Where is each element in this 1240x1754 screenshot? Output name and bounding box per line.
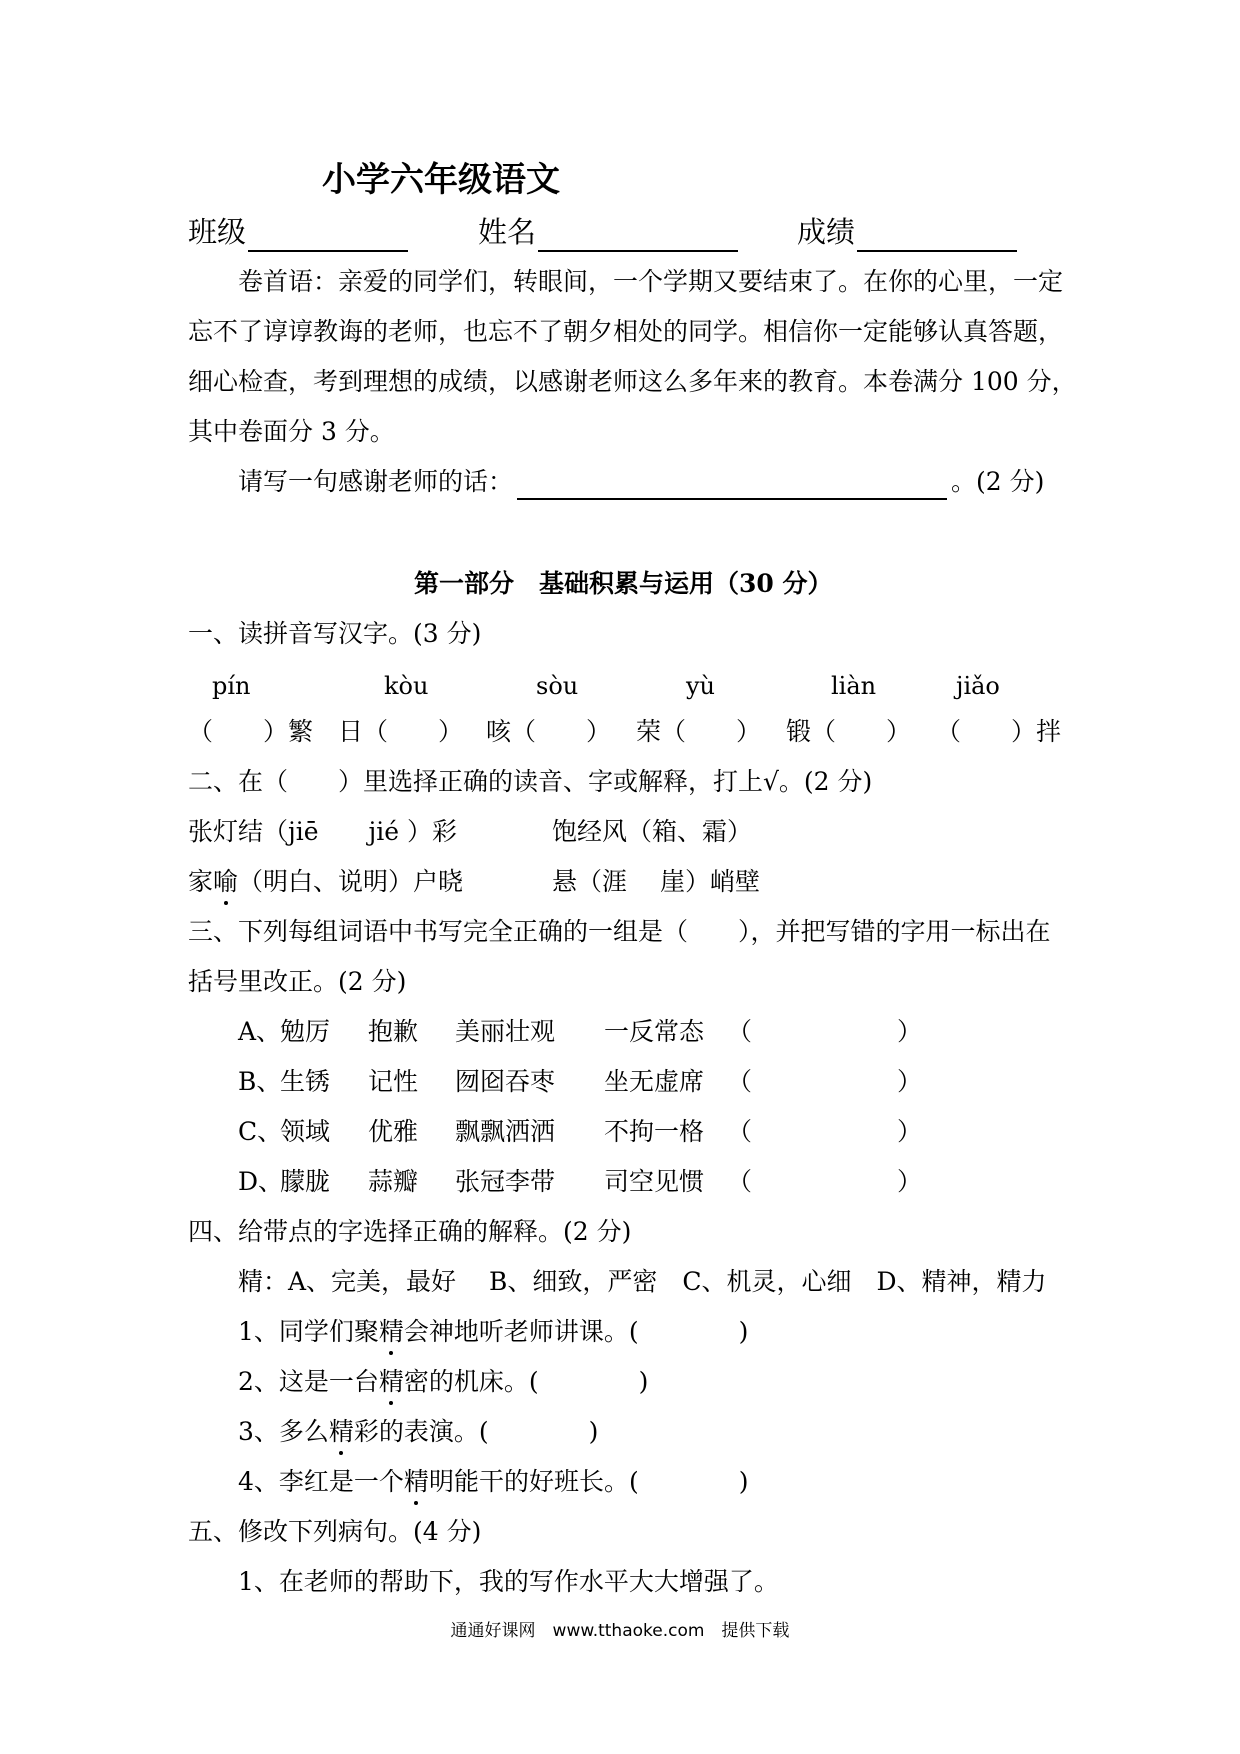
class-blank[interactable] — [248, 220, 408, 252]
pinyin: sòu — [536, 672, 579, 700]
thanks-points: 。(2 分) — [951, 467, 1045, 496]
thanks-answer-blank[interactable] — [517, 472, 947, 500]
q1-answer-row — [0, 714, 1240, 750]
option-word: 记性 — [368, 1067, 419, 1096]
q4-text: 密的机床。( ) — [403, 1367, 649, 1396]
option-letter: A、 — [238, 1017, 282, 1046]
paren-open: （ — [727, 1117, 753, 1146]
dotted-char: 精 — [329, 1414, 354, 1450]
paren-close: ） — [897, 1067, 923, 1096]
q4-text: 明能干的好班长。( ) — [428, 1467, 749, 1496]
option-word: 囫囵吞枣 — [455, 1067, 556, 1096]
q5-item: 1、在老师的帮助下，我的写作水平大大增强了。 — [238, 1567, 779, 1596]
option-word: 朦胧 — [280, 1167, 331, 1196]
option-word: 抱歉 — [368, 1017, 419, 1046]
char-group[interactable]: （ ）繁 — [188, 717, 314, 746]
score-field — [797, 212, 1017, 252]
q3-heading: 括号里改正。(2 分) — [188, 967, 407, 996]
dotted-char: 精 — [404, 1464, 429, 1500]
q2-heading: 二、在（ ）里选择正确的读音、字或解释，打上√。(2 分) — [188, 767, 873, 796]
thanks-prompt: 请写一句感谢老师的话： — [238, 467, 514, 496]
q4-text: 4、李红是一个 — [238, 1467, 404, 1496]
q4-text: 会神地听老师讲课。( ) — [403, 1317, 749, 1346]
q2-text: 家 — [188, 867, 214, 896]
q2-text: （明白、说明）户晓 — [238, 867, 464, 896]
option-word: 生锈 — [280, 1067, 331, 1096]
class-label: 班级 — [188, 215, 247, 249]
option-word: 领域 — [280, 1117, 331, 1146]
q1-pinyin-row — [0, 668, 1240, 704]
q4-item[interactable] — [238, 1414, 598, 1450]
paren-open: （ — [727, 1067, 753, 1096]
thanks-question — [238, 464, 1044, 500]
preface-line: 忘不了谆谆教诲的老师，也忘不了朝夕相处的同学。相信你一定能够认真答题， — [188, 317, 1064, 346]
q2-item[interactable]: 悬（涯 崖）峭壁 — [552, 867, 760, 896]
q5-heading: 五、修改下列病句。(4 分) — [188, 1517, 482, 1546]
option-word: 坐无虚席 — [604, 1067, 705, 1096]
q4-heading: 四、给带点的字选择正确的解释。(2 分) — [188, 1217, 632, 1246]
name-label: 姓名 — [478, 215, 537, 249]
q4-text: 1、同学们聚 — [238, 1317, 379, 1346]
class-field — [188, 212, 408, 252]
q2-item[interactable] — [188, 864, 463, 900]
char-group[interactable]: 荣（ ） — [636, 717, 762, 746]
q4-item[interactable] — [238, 1364, 648, 1400]
q2-item[interactable]: 饱经风（箱、霜） — [552, 817, 753, 846]
q4-definitions: 精：A、完美，最好 B、细致，严密 C、机灵，心细 D、精神，精力 — [238, 1267, 1047, 1296]
dotted-char: 喻 — [213, 864, 238, 900]
option-letter: D、 — [238, 1167, 284, 1196]
char-group[interactable]: 锻（ ） — [786, 717, 912, 746]
dotted-char: 精 — [379, 1364, 404, 1400]
q4-text: 2、这是一台 — [238, 1367, 379, 1396]
score-label: 成绩 — [797, 215, 856, 249]
q4-item[interactable] — [238, 1314, 748, 1350]
pinyin: kòu — [384, 672, 429, 700]
char-group[interactable]: （ ）拌 — [936, 717, 1062, 746]
page-footer: 通通好课网 www.tthaoke.com 提供下载 — [450, 1621, 790, 1641]
q3-heading: 三、下列每组词语中书写完全正确的一组是（ ），并把写错的字用一标出在 — [188, 917, 1051, 946]
name-blank[interactable] — [538, 220, 738, 252]
option-word: 飘飘洒洒 — [455, 1117, 556, 1146]
dotted-char: 精 — [379, 1314, 404, 1350]
option-word: 不拘一格 — [604, 1117, 705, 1146]
q4-item[interactable] — [238, 1464, 748, 1500]
char-group[interactable]: 咳（ ） — [486, 717, 612, 746]
score-blank[interactable] — [857, 220, 1017, 252]
preface-line: 卷首语：亲爱的同学们，转眼间，一个学期又要结束了。在你的心里，一定 — [238, 267, 1064, 296]
pinyin: jiǎo — [956, 672, 1000, 700]
pinyin: liàn — [831, 672, 877, 700]
page-title: 小学六年级语文 — [322, 160, 560, 200]
paren-open: （ — [727, 1167, 753, 1196]
q2-item[interactable]: 张灯结（jiē jié ）彩 — [188, 817, 458, 846]
option-letter: C、 — [238, 1117, 283, 1146]
option-word: 美丽壮观 — [455, 1017, 556, 1046]
option-word: 张冠李带 — [455, 1167, 556, 1196]
preface-line: 细心检查，考到理想的成绩，以感谢老师这么多年来的教育。本卷满分 100 分， — [188, 367, 1077, 396]
paren-open: （ — [727, 1017, 753, 1046]
paren-close: ） — [897, 1117, 923, 1146]
char-group[interactable]: 日（ ） — [338, 717, 464, 746]
paren-close: ） — [897, 1017, 923, 1046]
name-field — [478, 212, 738, 252]
q4-text: 3、多么 — [238, 1417, 329, 1446]
option-word: 司空见惯 — [604, 1167, 705, 1196]
pinyin: yù — [686, 672, 716, 700]
part1-heading: 第一部分 基础积累与运用（30 分） — [414, 569, 833, 598]
option-word: 蒜瓣 — [368, 1167, 419, 1196]
paren-close: ） — [897, 1167, 923, 1196]
option-word: 优雅 — [368, 1117, 419, 1146]
option-letter: B、 — [238, 1067, 282, 1096]
pinyin: pín — [212, 672, 251, 700]
option-word: 勉厉 — [280, 1017, 331, 1046]
q4-text: 彩的表演。( ) — [353, 1417, 599, 1446]
preface-line: 其中卷面分 3 分。 — [188, 417, 395, 446]
option-word: 一反常态 — [604, 1017, 705, 1046]
q1-heading: 一、读拼音写汉字。(3 分) — [188, 619, 482, 648]
